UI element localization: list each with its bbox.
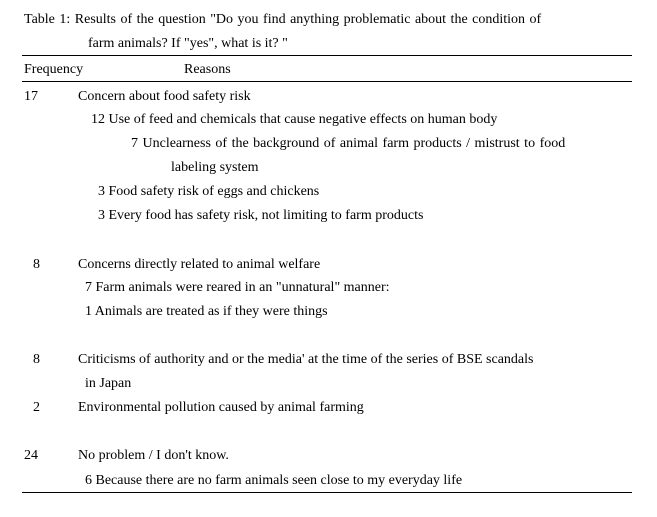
sub-reason: 12 Use of feed and chemicals that cause negative effects on human body [91, 112, 498, 127]
bottom-rule [22, 492, 632, 493]
sub-reason: 6 Because there are no farm animals seen close to my everyday life [85, 473, 463, 488]
sub-reason: 7 Unclearness of the background of animal farm products / mistrust to food [131, 136, 566, 151]
group-main-reason: Criticisms of authority and or the media' at the time of the series of BSE scandals [78, 352, 534, 367]
top-rule [22, 55, 632, 56]
group-count: 8 [33, 257, 40, 272]
group-main-reason: Environmental pollution caused by animal farming [78, 400, 364, 415]
sub-reason: 7 Farm animals were reared in an "unnatural" manner: [85, 280, 390, 295]
group-count: 17 [24, 89, 38, 104]
sub-reason: 1 Animals are treated as if they were things [85, 304, 328, 319]
header-rule [22, 81, 632, 82]
main-reason-continuation: in Japan [85, 376, 132, 391]
table-caption-line-1: Table 1: Results of the question "Do you find anything problematic about the condition of [24, 12, 542, 27]
sub-reason: 3 Food safety risk of eggs and chickens [98, 184, 320, 199]
group-count: 2 [33, 400, 40, 415]
header-reasons: Reasons [184, 62, 231, 77]
header-frequency: Frequency [24, 62, 84, 77]
group-count: 24 [24, 448, 38, 463]
group-main-reason: Concern about food safety risk [78, 89, 251, 104]
group-main-reason: Concerns directly related to animal welfare [78, 257, 321, 272]
group-count: 8 [33, 352, 40, 367]
sub-reason-continuation: labeling system [171, 160, 259, 175]
group-main-reason: No problem / I don't know. [78, 448, 229, 463]
table-caption-line-2: farm animals? If "yes", what is it? " [88, 36, 288, 51]
sub-reason: 3 Every food has safety risk, not limiting to farm products [98, 208, 424, 223]
